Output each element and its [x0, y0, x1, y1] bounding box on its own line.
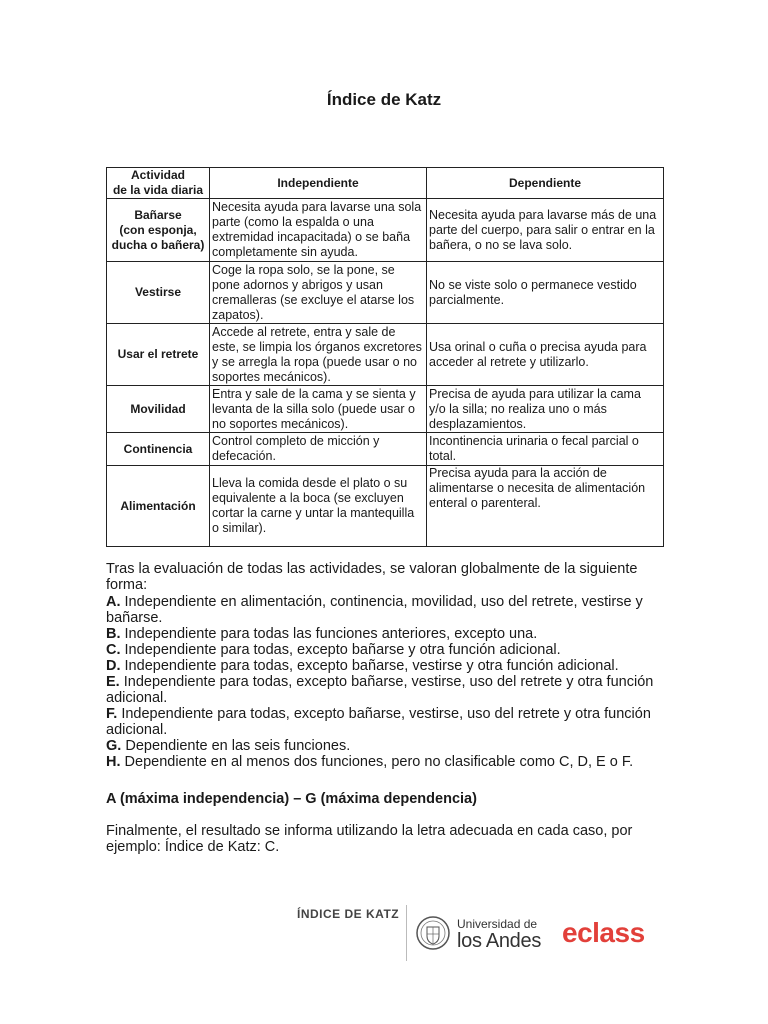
grade-text: Independiente para todas, excepto bañarse, vestirse, uso del retrete y otra función adicional.: [106, 706, 651, 738]
grade-item: [106, 738, 666, 754]
final-note: Finalmente, el resultado se informa utilizando la letra adecuada en cada caso, por ejemplo: Índice de Katz: C.: [106, 823, 633, 855]
dependent-cell: Usa orinal o cuña o precisa ayuda para acceder al retrete y utilizarlo.: [427, 324, 664, 386]
dependent-cell: Necesita ayuda para lavarse más de una parte del cuerpo, para salir o entrar en la bañera, o no se lava solo.: [427, 199, 664, 262]
dependent-cell: Precisa de ayuda para utilizar la cama y/o la silla; no realiza uno o más desplazamientos.: [427, 386, 664, 433]
grade-text: Independiente para todas, excepto bañarse, vestirse y otra función adicional.: [124, 658, 619, 674]
grade-letter: D.: [106, 658, 121, 674]
grade-item: [106, 754, 666, 770]
independent-cell: Coge la ropa solo, se la pone, se pone adornos y abrigos y usan cremalleras (se excluye el atarse los zapatos).: [210, 262, 427, 324]
independent-cell: Lleva la comida desde el plato o su equivalente a la boca (se excluyen cortar la carne y untar la mantequilla o similar).: [210, 466, 427, 547]
grade-text: Dependiente en al menos dos funciones, pero no clasificable como C, D, E o F.: [124, 754, 634, 770]
column-header-independent: Independiente: [210, 168, 427, 199]
independent-cell: Control completo de micción y defecación.: [210, 433, 427, 466]
table-row: [107, 433, 664, 466]
independent-cell: Necesita ayuda para lavarse una sola parte (como la espalda o una extremidad incapacitada) o se baña completamente sin ayuda.: [210, 199, 427, 262]
table-row: [107, 324, 664, 386]
activity-cell: Movilidad: [107, 386, 210, 433]
table-row: [107, 386, 664, 433]
grade-text: Independiente para todas las funciones anteriores, excepto una.: [124, 626, 538, 642]
university-name-large: los Andes: [457, 930, 542, 952]
independent-cell: Entra y sale de la cama y se sienta y levanta de la silla solo (puede usar o no soportes mecánicos).: [210, 386, 427, 433]
grade-text: Independiente en alimentación, continencia, movilidad, uso del retrete, vestirse y bañarse.: [106, 594, 643, 626]
page-title: Índice de Katz: [326, 90, 442, 109]
footer-divider: [406, 905, 407, 961]
grade-item: [106, 658, 666, 674]
grade-item: [106, 626, 666, 642]
activity-cell: Bañarse (con esponja, ducha o bañera): [107, 199, 210, 262]
footer-label: ÍNDICE DE KATZ: [297, 907, 400, 921]
intro-text: Tras la evaluación de todas las actividades, se valoran globalmente de la siguiente forma:: [106, 561, 638, 593]
dependent-cell: Precisa ayuda para la acción de alimentarse o necesita de alimentación enteral o parenteral.: [427, 466, 664, 547]
grade-letter: A.: [106, 594, 121, 610]
grade-text: Dependiente en las seis funciones.: [125, 738, 351, 754]
grade-text: Independiente para todas, excepto bañarse, vestirse, uso del retrete y otra función adicional.: [106, 674, 654, 706]
table-header-row: [107, 168, 664, 199]
grade-text: Independiente para todas, excepto bañarse y otra función adicional.: [124, 642, 561, 658]
dependent-cell: No se viste solo o permanece vestido parcialmente.: [427, 262, 664, 324]
university-seal-icon: [415, 905, 451, 961]
grade-item: [106, 594, 666, 626]
independent-cell: Accede al retrete, entra y sale de este, se limpia los órganos excretores y se arregla la ropa (puede usar o no soportes mecánicos).: [210, 324, 427, 386]
grade-item: [106, 642, 666, 658]
column-header-activity: Actividad de la vida diaria: [107, 168, 210, 199]
activity-cell: Usar el retrete: [107, 324, 210, 386]
grade-letter: C.: [106, 642, 121, 658]
column-header-dependent: Dependiente: [427, 168, 664, 199]
table-row: [107, 466, 664, 547]
activity-cell: Vestirse: [107, 262, 210, 324]
grade-letter: H.: [106, 754, 121, 770]
activity-cell: Alimentación: [107, 466, 210, 547]
grade-item: [106, 674, 666, 706]
katz-table: [106, 167, 664, 547]
table-row: [107, 262, 664, 324]
table-row: [107, 199, 664, 262]
eclass-logo: eclass: [562, 917, 645, 948]
grade-legend: [106, 594, 666, 770]
grade-letter: B.: [106, 626, 121, 642]
grade-letter: F.: [106, 706, 118, 722]
grade-item: [106, 706, 666, 738]
dependent-cell: Incontinencia urinaria o fecal parcial o total.: [427, 433, 664, 466]
university-name-small: Universidad de: [457, 917, 538, 931]
scale-summary: A (máxima independencia) – G (máxima dependencia): [106, 791, 477, 807]
grade-letter: G.: [106, 738, 122, 754]
activity-cell: Continencia: [107, 433, 210, 466]
grade-letter: E.: [106, 674, 120, 690]
